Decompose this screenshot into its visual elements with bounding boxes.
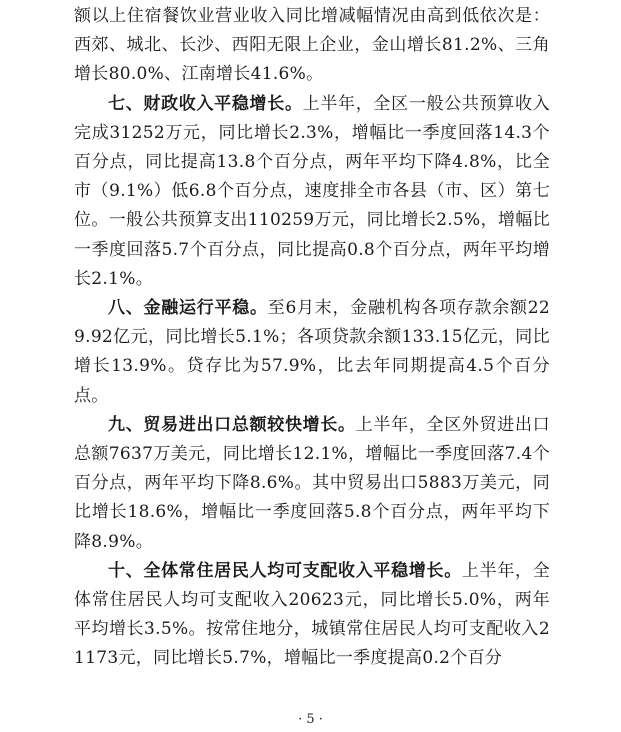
- paragraph-finance: [74, 294, 550, 411]
- section-heading: 八、金融运行平稳。: [108, 298, 268, 319]
- section-heading: 十、全体常住居民人均可支配收入平稳增长。: [108, 560, 462, 581]
- paragraph-income: [74, 557, 550, 674]
- paragraph-fiscal-revenue: [74, 90, 550, 294]
- paragraph-body: 至6月末，金融机构各项存款余额229.92亿元，同比增长5.1%；各项贷款余额133.15亿元，同比增长13.9%。贷存比为57.9%，比去年同期提高4.5个百分点。: [74, 298, 550, 406]
- paragraph-body: 上半年，全区外贸进出口总额7637万美元，同比增长12.1%，增幅比一季度回落7.4个百分点，两年平均下降8.6%。其中贸易出口5883万美元，同比增长18.6%，增幅比一季度回落5.8个百分点，两年平均下降8.9%。: [74, 414, 550, 552]
- paragraph-body: 额以上住宿餐饮业营业收入同比增减幅情况由高到低依次是：西郊、城北、长沙、西阳无限上企业，金山增长81.2%、三角增长80.0%、江南增长41.6%。: [74, 6, 550, 85]
- section-heading: 九、贸易进出口总额较快增长。: [108, 414, 356, 435]
- section-heading: 七、财政收入平稳增长。: [108, 93, 303, 114]
- paragraph-trade: [74, 411, 550, 557]
- page-number: · 5 ·: [298, 712, 323, 727]
- document-page: [74, 0, 550, 674]
- paragraph-body: 上半年，全区一般公共预算收入完成31252万元，同比增长2.3%，增幅比一季度回落14.3个百分点，同比提高13.8个百分点，两年平均下降4.8%，比全市（9.1%）低6.8个百分点，速度排全市各县（市、区）第七位。一般公共预算支出110259万元，同比增长2.5%，增幅比一季度回落5.7个百分点，同比提高0.8个百分点，两年平均增长2.1%。: [74, 93, 550, 289]
- paragraph-continued: [74, 2, 550, 90]
- paragraph-body: 上半年，全体常住居民人均可支配收入20623元，同比增长5.0%，两年平均增长3.5%。按常住地分，城镇常住居民人均可支配收入21173元，同比增长5.7%，增幅比一季度提高0.2个百分: [74, 560, 551, 669]
